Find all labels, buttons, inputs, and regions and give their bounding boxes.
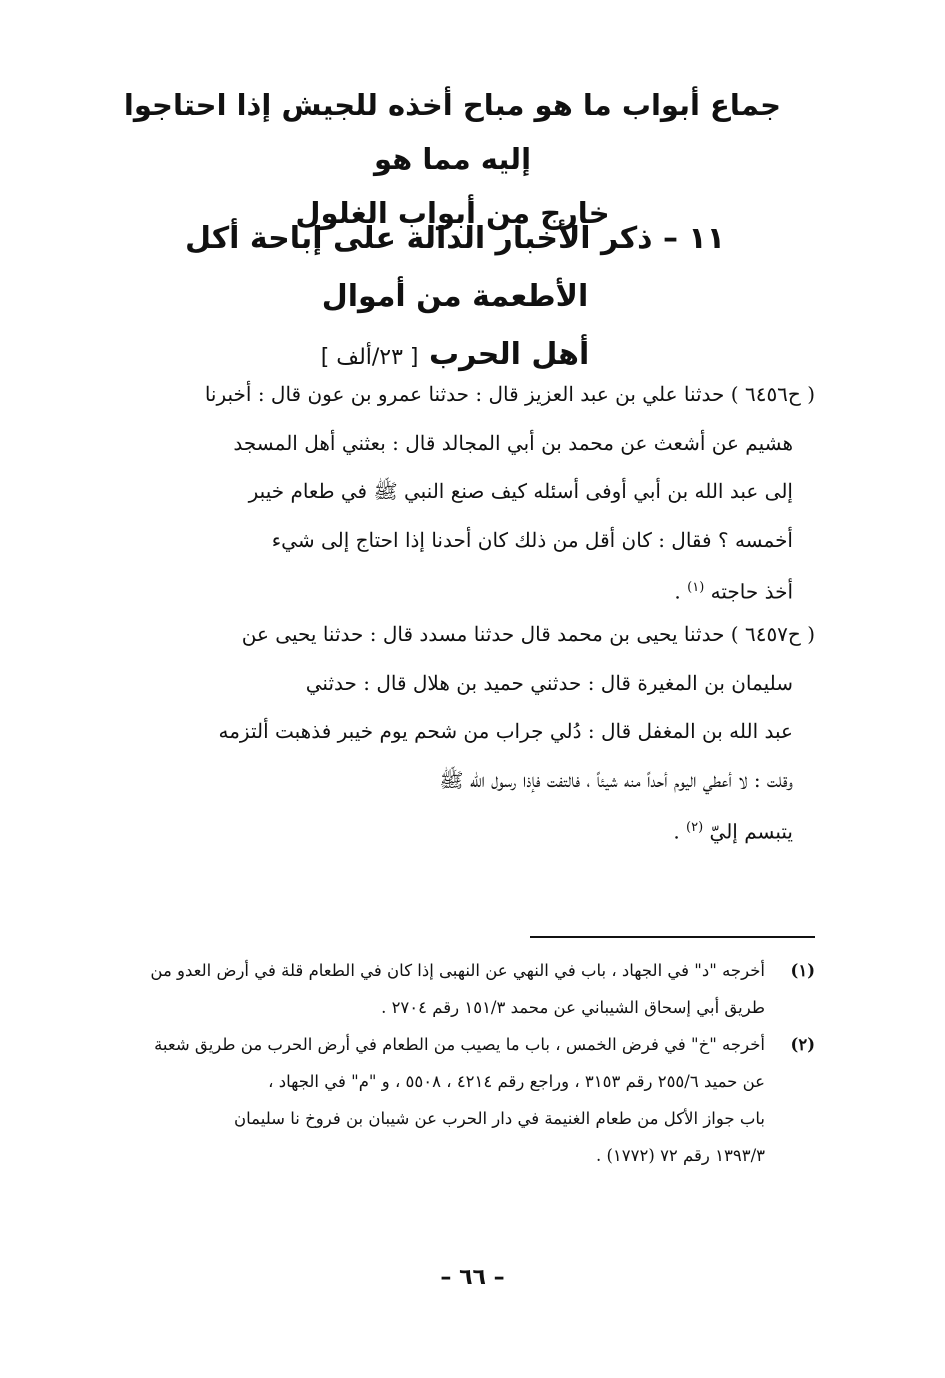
footnote-line: أخرجه "د" في الجهاد ، باب في النهي عن النهبى إذا كان في الطعام قلة في أرض العدو من <box>150 961 765 980</box>
chapter-title-line-2: خارج من أبواب الغلول <box>295 196 610 230</box>
footnote-line: عن حميد ٢٥٥/٦ رقم ٣١٥٣ ، وراجع رقم ٤٢١٤ ، ٥٥٠٨ ، و "م" في الجهاد ، <box>268 1072 765 1091</box>
hadith-line: عبد الله بن المغفل قال : دُلي جراب من شحم يوم خيبر فذهبت ألتزمه <box>218 719 793 743</box>
footnote-number: (٢) <box>790 1035 815 1054</box>
hadith-line: ( ح٦٤٥٧ ) حدثنا يحيى بن محمد قال حدثنا مسدد قال : حدثنا يحيى عن <box>241 622 815 646</box>
footnote-1 <box>118 952 815 1026</box>
hadith-6456 <box>115 370 815 616</box>
footnote-reference: (١) <box>687 580 705 595</box>
chapter-title-line-1: جماع أبواب ما هو مباح أخذه للجيش إذا احتاجوا إليه مما هو <box>123 88 782 176</box>
hadith-line: هشيم عن أشعث عن محمد بن أبي المجالد قال : بعثني أهل المسجد <box>233 430 793 455</box>
folio-reference: [ ٢٣/ألف ] <box>320 345 419 370</box>
footnote-reference: (٢) <box>686 820 704 835</box>
section-title <box>150 210 760 387</box>
section-title-line-2-text: أهل الحرب <box>428 337 590 372</box>
hadith-line: سليمان بن المغيرة قال : حدثني حميد بن هلال قال : حدثني <box>305 670 793 695</box>
footnote-line: طريق أبي إسحاق الشيباني عن محمد ١٥١/٣ رقم ٢٧٠٤ . <box>381 998 765 1017</box>
hadith-line: إلى عبد الله بن أبي أوفى أسئله كيف صنع النبي ﷺ في طعام خيبر <box>248 479 793 503</box>
footnote-line: أخرجه "خ" في فرض الخمس ، باب ما يصيب من الطعام في أرض الحرب من طريق شعبة <box>154 1035 765 1054</box>
hadith-line-text: أخذ حاجته <box>710 579 793 604</box>
footnote-number: (١) <box>790 961 815 980</box>
hadith-line: أخمسه ؟ فقال : كان أقل من ذلك كان أحدنا إذا احتاج إلى شيء <box>271 527 793 552</box>
sentence-end: . <box>673 819 680 844</box>
footnote-line: ١٣٩٣/٣ رقم ٧٢ (١٧٧٢) . <box>595 1146 765 1165</box>
hadith-6457 <box>115 610 815 856</box>
page-number: – ٦٦ – <box>440 1265 505 1290</box>
hadith-line: ( ح٦٤٥٦ ) حدثنا علي بن عبد العزيز قال : حدثنا عمرو بن عون قال : أخبرنا <box>204 382 815 406</box>
hadith-line: وقلت : لا أعطي اليوم أحداً منه شيئاً ، فالتفت فإذا رسول الله ﷺ <box>439 767 793 792</box>
sentence-end: . <box>674 579 681 604</box>
footnote-line: باب جواز الأكل من طعام الغنيمة في دار الحرب عن شيبان بن فروخ نا سليمان <box>234 1109 765 1128</box>
hadith-line-text: يتبسم إليّ <box>709 819 793 844</box>
hadith-line-last <box>115 804 815 856</box>
footnote-2 <box>118 1026 815 1174</box>
hadith-line-last <box>115 564 815 616</box>
section-title-line-1: ١١ – ذكر الأخبار الدالة على إباحة أكل الأطعمة من أموال <box>184 221 726 314</box>
footnote-separator <box>530 936 815 938</box>
footnotes <box>118 952 815 1174</box>
